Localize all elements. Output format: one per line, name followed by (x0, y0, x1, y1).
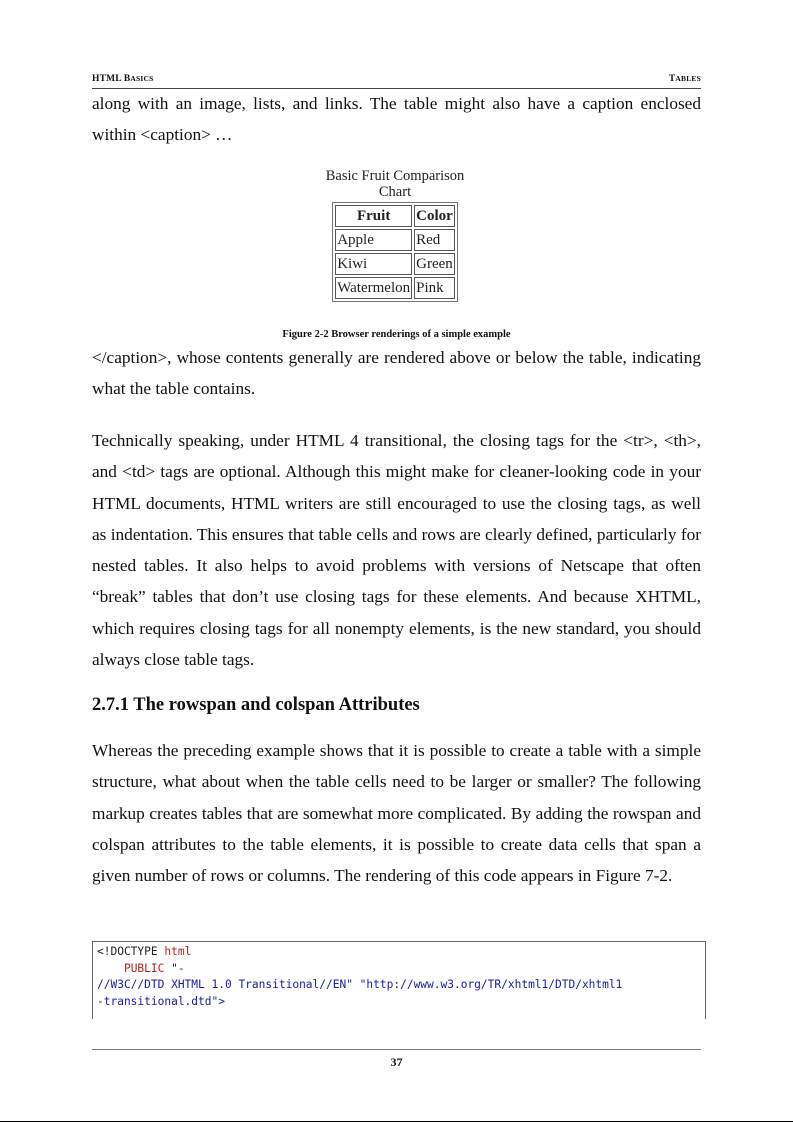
code-line (97, 994, 705, 1011)
page-number: 37 (390, 1055, 403, 1069)
code-line (97, 961, 705, 978)
code-token-string: -transitional.dtd" (97, 994, 219, 1008)
code-line (97, 977, 705, 994)
table-row (335, 229, 455, 251)
paragraph-intro: along with an image, lists, and links. The table might also have a caption enclosed within <caption> … (92, 94, 701, 145)
section-heading: 2.7.1 The rowspan and colspan Attributes (92, 695, 420, 715)
code-indent (97, 962, 124, 975)
table-caption: Basic Fruit Comparison Chart (325, 168, 465, 200)
header-section-title (669, 74, 701, 84)
header-chapter-title-prefix: HTML B (92, 74, 131, 84)
table-cell: Pink (414, 277, 455, 299)
table-cell: Green (414, 253, 455, 275)
code-token-tag: <!DOCTYPE (97, 945, 165, 958)
code-token-string: //W3C//DTD XHTML 1.0 Transitional//EN" "http://www.w3.org/TR/xhtml1/DTD/xhtml1 (97, 978, 623, 991)
paragraph-technically: Technically speaking, under HTML 4 transitional, the closing tags for the <tr>, <th>, and <td> tags are optional. Although this might make for cleaner-looking code in your HTML documents, HTML writers are still encouraged to use the closing tags, as well as indentation. This ensures that table cells and rows are clearly defined, particularly for nested tables. It also helps to avoid problems with versions of Netscape that often “break” tables that don’t use closing tags for these elements. And because XHTML, which requires closing tags for all nonempty elements, is the new standard, you should always close table tags. (92, 431, 701, 670)
table-cell: Watermelon (335, 277, 412, 299)
header-section-title-smallcaps: ABLES (675, 74, 701, 83)
table-row (335, 253, 455, 275)
table-cell: Kiwi (335, 253, 412, 275)
code-block (92, 941, 706, 1019)
paragraph-whereas: Whereas the preceding example shows that it is possible to create a table with a simple structure, what about when the table cells need to be larger or smaller? The following markup creates tables that are somewhat more complicated. By adding the rowspan and colspan attributes to the table elements, it is possible to create data cells that span a given number of rows or columns. The rendering of this code appears in Figure 7-2. (92, 741, 701, 886)
table-header-cell: Color (414, 205, 455, 227)
code-token-string: "- (164, 961, 185, 975)
table-header-cell: Fruit (335, 205, 412, 227)
table-row (335, 277, 455, 299)
fruit-comparison-table (332, 202, 458, 302)
header-chapter-title-smallcaps: ASICS (130, 74, 154, 83)
header-section-title-prefix: T (668, 74, 676, 84)
page-bottom-edge (0, 1121, 793, 1122)
footer-divider (92, 1049, 701, 1050)
code-token-keyword: html (164, 945, 192, 958)
code-token-keyword: PUBLIC (123, 961, 165, 975)
figure-fruit-table (325, 168, 465, 302)
table-header-row (335, 205, 455, 227)
figure-label: Figure 2-2 Browser renderings of a simple example (282, 329, 511, 340)
code-token-tag: > (218, 994, 225, 1008)
code-line (97, 944, 705, 961)
paragraph-after-figure: </caption>, whose contents generally are rendered above or below the table, indicating what the table contains. (92, 348, 701, 399)
header-chapter-title (92, 74, 154, 84)
table-cell: Red (414, 229, 455, 251)
table-cell: Apple (335, 229, 412, 251)
running-header (92, 72, 701, 89)
